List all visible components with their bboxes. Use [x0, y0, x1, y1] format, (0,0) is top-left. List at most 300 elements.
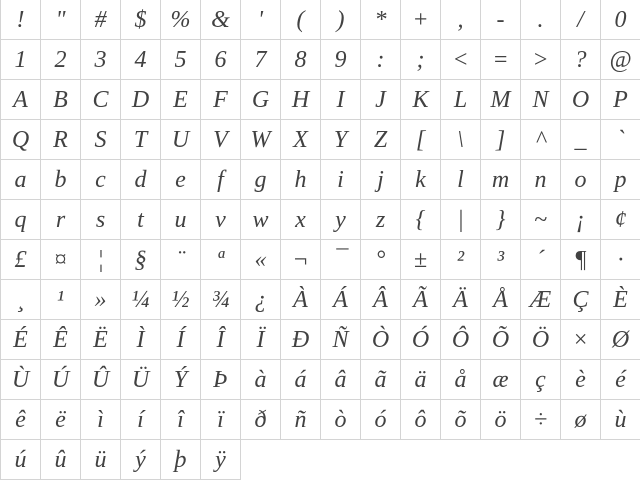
glyph: Þ	[213, 366, 228, 393]
glyph-cell[interactable]	[201, 120, 241, 160]
glyph-cell[interactable]	[81, 400, 121, 440]
glyph-cell[interactable]	[561, 240, 601, 280]
glyph-cell[interactable]	[601, 40, 640, 80]
glyph-cell[interactable]	[321, 200, 361, 240]
glyph-cell[interactable]	[601, 400, 640, 440]
glyph-cell[interactable]	[1, 40, 41, 80]
glyph-cell[interactable]	[561, 320, 601, 360]
glyph-cell[interactable]	[281, 40, 321, 80]
glyph-cell[interactable]	[361, 0, 401, 40]
glyph: r	[55, 206, 66, 233]
glyph: _	[574, 126, 587, 153]
glyph: Å	[493, 286, 508, 313]
glyph-cell[interactable]	[81, 240, 121, 280]
glyph: ù	[614, 406, 627, 433]
glyph: Ë	[93, 326, 108, 353]
glyph: K	[412, 86, 429, 113]
glyph: .	[537, 6, 544, 33]
glyph-cell[interactable]	[601, 200, 640, 240]
glyph-cell[interactable]	[321, 80, 361, 120]
glyph: 3	[94, 46, 107, 73]
glyph-cell[interactable]	[121, 440, 161, 480]
glyph-cell[interactable]	[121, 0, 161, 40]
glyph-cell[interactable]	[561, 400, 601, 440]
glyph-cell[interactable]	[241, 280, 281, 320]
glyph-cell[interactable]	[161, 440, 201, 480]
glyph-cell[interactable]	[241, 0, 281, 40]
glyph: ó	[374, 406, 387, 433]
glyph-cell[interactable]	[481, 0, 521, 40]
glyph-cell[interactable]	[321, 240, 361, 280]
glyph-cell[interactable]	[561, 120, 601, 160]
glyph-cell[interactable]	[41, 80, 81, 120]
glyph-cell[interactable]	[561, 40, 601, 80]
glyph-cell[interactable]	[281, 160, 321, 200]
glyph-cell[interactable]	[281, 240, 321, 280]
glyph-cell[interactable]	[41, 360, 81, 400]
glyph: Ê	[53, 326, 68, 353]
glyph-cell[interactable]	[521, 40, 561, 80]
glyph-cell[interactable]	[281, 120, 321, 160]
glyph-cell[interactable]	[601, 120, 640, 160]
glyph: È	[613, 286, 628, 313]
glyph: ?	[574, 46, 587, 73]
glyph: Ô	[451, 326, 470, 353]
glyph-cell[interactable]	[561, 80, 601, 120]
glyph-cell[interactable]	[441, 240, 481, 280]
glyph-cell[interactable]	[121, 160, 161, 200]
glyph: U	[171, 126, 190, 153]
glyph-cell[interactable]	[81, 80, 121, 120]
glyph: å	[454, 366, 467, 393]
glyph-cell[interactable]	[161, 120, 201, 160]
glyph: ò	[334, 406, 347, 433]
glyph-cell[interactable]	[281, 0, 321, 40]
glyph-cell[interactable]	[601, 360, 640, 400]
glyph: x	[295, 206, 306, 233]
glyph: M	[490, 86, 511, 113]
glyph: y	[335, 206, 346, 233]
glyph-cell[interactable]	[81, 440, 121, 480]
glyph-cell[interactable]	[441, 80, 481, 120]
glyph-cell[interactable]	[441, 320, 481, 360]
glyph: ^	[535, 126, 546, 153]
glyph-cell[interactable]	[241, 320, 281, 360]
glyph: &	[211, 6, 230, 33]
glyph: *	[374, 6, 387, 33]
glyph-cell[interactable]	[521, 400, 561, 440]
glyph-cell[interactable]	[81, 0, 121, 40]
glyph-cell[interactable]	[241, 40, 281, 80]
glyph: T	[133, 126, 148, 153]
glyph: 4	[134, 46, 147, 73]
glyph-cell[interactable]	[401, 400, 441, 440]
glyph: ÿ	[215, 446, 226, 473]
glyph-cell[interactable]	[401, 280, 441, 320]
glyph: w	[252, 206, 269, 233]
glyph-cell[interactable]	[521, 200, 561, 240]
glyph-cell[interactable]	[1, 160, 41, 200]
glyph-cell[interactable]	[1, 360, 41, 400]
glyph-cell[interactable]	[161, 200, 201, 240]
glyph: ª	[217, 246, 224, 273]
glyph-cell[interactable]	[361, 160, 401, 200]
glyph: £	[14, 246, 27, 273]
glyph-cell[interactable]	[121, 360, 161, 400]
glyph: A	[13, 86, 28, 113]
glyph-cell[interactable]	[321, 40, 361, 80]
glyph-cell[interactable]	[401, 160, 441, 200]
glyph-cell[interactable]	[401, 80, 441, 120]
glyph-cell[interactable]	[521, 120, 561, 160]
glyph-cell[interactable]	[41, 40, 81, 80]
glyph-cell[interactable]	[321, 0, 361, 40]
glyph-cell[interactable]	[1, 400, 41, 440]
glyph-cell[interactable]	[81, 160, 121, 200]
glyph-cell[interactable]	[481, 200, 521, 240]
glyph-cell[interactable]	[161, 0, 201, 40]
glyph-cell[interactable]	[161, 240, 201, 280]
glyph: ì	[97, 406, 104, 433]
glyph: k	[415, 166, 426, 193]
glyph-cell[interactable]	[401, 120, 441, 160]
glyph: »	[94, 286, 107, 313]
glyph-cell[interactable]	[561, 0, 601, 40]
glyph: ¸	[16, 286, 25, 313]
glyph-cell[interactable]	[161, 280, 201, 320]
glyph-cell[interactable]	[441, 280, 481, 320]
glyph-cell[interactable]	[241, 360, 281, 400]
glyph-cell[interactable]	[201, 440, 241, 480]
glyph-cell[interactable]	[241, 400, 281, 440]
glyph-cell[interactable]	[521, 160, 561, 200]
glyph-cell[interactable]	[281, 320, 321, 360]
glyph: ]	[495, 126, 506, 153]
glyph: #	[94, 6, 107, 33]
glyph-cell[interactable]	[401, 200, 441, 240]
glyph-cell[interactable]	[161, 360, 201, 400]
glyph-cell[interactable]	[161, 80, 201, 120]
glyph-cell[interactable]	[281, 200, 321, 240]
glyph: a	[14, 166, 27, 193]
glyph: z	[375, 206, 386, 233]
glyph: þ	[174, 446, 187, 473]
glyph: >	[532, 46, 549, 73]
glyph: ³	[496, 246, 505, 273]
glyph-cell[interactable]	[81, 120, 121, 160]
glyph: Ñ	[332, 326, 349, 353]
glyph: ±	[413, 246, 428, 273]
glyph: o	[574, 166, 587, 193]
glyph-cell[interactable]	[161, 160, 201, 200]
glyph-cell[interactable]	[201, 80, 241, 120]
glyph: Õ	[491, 326, 510, 353]
glyph-cell[interactable]	[441, 0, 481, 40]
glyph-cell[interactable]	[41, 440, 81, 480]
glyph: ê	[15, 406, 26, 433]
glyph-cell[interactable]	[241, 120, 281, 160]
glyph-cell[interactable]	[121, 320, 161, 360]
glyph: Á	[333, 286, 348, 313]
glyph-cell[interactable]	[81, 320, 121, 360]
glyph: V	[213, 126, 228, 153]
glyph-cell[interactable]	[41, 200, 81, 240]
glyph: u	[174, 206, 187, 233]
glyph-cell[interactable]	[41, 320, 81, 360]
glyph: R	[53, 126, 68, 153]
glyph-cell[interactable]	[1, 200, 41, 240]
glyph-cell[interactable]	[361, 400, 401, 440]
glyph-cell[interactable]	[481, 240, 521, 280]
glyph-cell[interactable]	[41, 120, 81, 160]
glyph: á	[294, 366, 307, 393]
glyph-cell[interactable]	[281, 360, 321, 400]
glyph: Ï	[256, 326, 265, 353]
glyph-cell[interactable]	[121, 40, 161, 80]
glyph: Y	[333, 126, 348, 153]
glyph-cell[interactable]	[441, 200, 481, 240]
glyph: 7	[254, 46, 267, 73]
glyph-cell[interactable]	[121, 240, 161, 280]
glyph-cell[interactable]	[561, 200, 601, 240]
glyph: Ç	[572, 286, 589, 313]
glyph-cell[interactable]	[41, 0, 81, 40]
glyph: ;	[416, 46, 425, 73]
glyph-cell[interactable]	[601, 0, 640, 40]
glyph-cell[interactable]	[41, 160, 81, 200]
glyph: õ	[454, 406, 467, 433]
glyph-cell[interactable]	[481, 360, 521, 400]
glyph: °	[375, 246, 386, 273]
glyph-cell[interactable]	[361, 280, 401, 320]
glyph: ç	[535, 366, 546, 393]
glyph-cell[interactable]	[201, 200, 241, 240]
glyph-cell[interactable]	[561, 360, 601, 400]
glyph-cell[interactable]	[161, 40, 201, 80]
glyph-cell[interactable]	[201, 400, 241, 440]
glyph-cell[interactable]	[601, 280, 640, 320]
glyph-cell[interactable]	[161, 320, 201, 360]
glyph-cell[interactable]	[121, 280, 161, 320]
glyph-cell[interactable]	[81, 40, 121, 80]
glyph: ÷	[533, 406, 548, 433]
glyph: $	[134, 6, 147, 33]
glyph-cell[interactable]	[521, 280, 561, 320]
glyph-cell[interactable]	[481, 120, 521, 160]
glyph: Î	[216, 326, 225, 353]
glyph-cell[interactable]	[441, 160, 481, 200]
glyph-cell[interactable]	[441, 40, 481, 80]
glyph: P	[613, 86, 628, 113]
glyph: ~	[534, 206, 547, 233]
glyph-cell[interactable]	[321, 160, 361, 200]
glyph: í	[137, 406, 144, 433]
glyph-cell[interactable]	[441, 360, 481, 400]
glyph: H	[291, 86, 310, 113]
glyph-cell[interactable]	[241, 200, 281, 240]
glyph: ·	[617, 246, 624, 273]
glyph-cell[interactable]	[441, 120, 481, 160]
glyph-cell[interactable]	[121, 120, 161, 160]
glyph-cell[interactable]	[481, 40, 521, 80]
glyph-cell[interactable]	[201, 240, 241, 280]
glyph-cell[interactable]	[81, 200, 121, 240]
glyph: ú	[14, 446, 27, 473]
glyph: Ü	[131, 366, 150, 393]
glyph-cell[interactable]	[521, 360, 561, 400]
glyph: <	[452, 46, 469, 73]
glyph-cell[interactable]	[1, 320, 41, 360]
glyph: (	[296, 6, 305, 33]
glyph-cell[interactable]	[41, 400, 81, 440]
glyph-cell[interactable]	[201, 40, 241, 80]
glyph-cell[interactable]	[361, 80, 401, 120]
glyph: Ò	[371, 326, 390, 353]
glyph: ð	[254, 406, 267, 433]
glyph-cell[interactable]	[121, 80, 161, 120]
glyph-cell[interactable]	[281, 80, 321, 120]
glyph-cell[interactable]	[321, 320, 361, 360]
glyph: '	[257, 6, 264, 33]
glyph: )	[336, 6, 345, 33]
glyph-cell[interactable]	[241, 160, 281, 200]
glyph: O	[571, 86, 590, 113]
glyph: b	[54, 166, 67, 193]
glyph-cell[interactable]	[601, 240, 640, 280]
glyph-cell[interactable]	[361, 40, 401, 80]
glyph-cell[interactable]	[1, 240, 41, 280]
glyph: ,	[457, 6, 464, 33]
glyph: g	[254, 166, 267, 193]
glyph-cell[interactable]	[481, 400, 521, 440]
glyph: Ø	[611, 326, 630, 353]
glyph-cell[interactable]	[81, 360, 121, 400]
glyph: S	[94, 126, 107, 153]
glyph: /	[577, 6, 584, 33]
glyph: 1	[14, 46, 27, 73]
glyph-cell[interactable]	[401, 0, 441, 40]
glyph-cell[interactable]	[201, 0, 241, 40]
glyph-cell[interactable]	[481, 320, 521, 360]
glyph-cell[interactable]	[321, 360, 361, 400]
glyph-cell[interactable]	[1, 0, 41, 40]
glyph-cell[interactable]	[481, 280, 521, 320]
glyph-cell[interactable]	[81, 280, 121, 320]
glyph: ¯	[334, 246, 347, 273]
glyph-cell[interactable]	[201, 360, 241, 400]
glyph-cell[interactable]	[361, 120, 401, 160]
glyph: W	[250, 126, 271, 153]
glyph: }	[495, 206, 506, 233]
glyph: Ð	[291, 326, 310, 353]
glyph-cell[interactable]	[201, 280, 241, 320]
glyph-cell[interactable]	[601, 160, 640, 200]
glyph: 8	[294, 46, 307, 73]
glyph: F	[213, 86, 228, 113]
glyph: ¼	[131, 286, 150, 313]
glyph-cell[interactable]	[241, 80, 281, 120]
glyph-cell[interactable]	[441, 400, 481, 440]
glyph-cell[interactable]	[401, 40, 441, 80]
glyph-cell[interactable]	[521, 240, 561, 280]
glyph: ý	[135, 446, 146, 473]
glyph-cell[interactable]	[481, 160, 521, 200]
glyph-cell[interactable]	[481, 80, 521, 120]
glyph: B	[53, 86, 68, 113]
glyph-cell[interactable]	[201, 160, 241, 200]
glyph: 5	[174, 46, 187, 73]
glyph-cell[interactable]	[401, 360, 441, 400]
glyph-cell[interactable]	[161, 400, 201, 440]
glyph: À	[293, 286, 308, 313]
glyph: v	[215, 206, 226, 233]
glyph-cell[interactable]	[361, 240, 401, 280]
glyph: I	[336, 86, 345, 113]
glyph: Ý	[173, 366, 188, 393]
glyph: æ	[492, 366, 509, 393]
glyph: N	[532, 86, 549, 113]
glyph-cell[interactable]	[41, 240, 81, 280]
glyph-cell[interactable]	[121, 400, 161, 440]
glyph-cell[interactable]	[601, 320, 640, 360]
glyph-cell[interactable]	[361, 360, 401, 400]
glyph-cell[interactable]	[561, 280, 601, 320]
glyph: Û	[91, 366, 110, 393]
glyph-cell[interactable]	[521, 320, 561, 360]
glyph: d	[134, 166, 147, 193]
glyph-cell[interactable]	[561, 160, 601, 200]
glyph: -	[496, 6, 505, 33]
glyph: ¤	[54, 246, 67, 273]
glyph-cell[interactable]	[41, 280, 81, 320]
glyph-cell[interactable]	[601, 80, 640, 120]
glyph-cell[interactable]	[1, 440, 41, 480]
glyph-cell[interactable]	[361, 320, 401, 360]
glyph: `	[616, 126, 625, 153]
glyph: ¢	[614, 206, 627, 233]
glyph-cell[interactable]	[281, 280, 321, 320]
glyph: D	[131, 86, 150, 113]
glyph-cell[interactable]	[281, 400, 321, 440]
glyph-cell[interactable]	[401, 320, 441, 360]
glyph-cell[interactable]	[241, 240, 281, 280]
glyph-cell[interactable]	[521, 0, 561, 40]
glyph: 2	[54, 46, 67, 73]
glyph-cell[interactable]	[121, 200, 161, 240]
glyph: =	[492, 46, 509, 73]
glyph-cell[interactable]	[321, 120, 361, 160]
glyph-cell[interactable]	[321, 280, 361, 320]
glyph-cell[interactable]	[1, 80, 41, 120]
glyph-cell[interactable]	[321, 400, 361, 440]
glyph: |	[457, 206, 464, 233]
glyph: +	[412, 6, 429, 33]
glyph-cell[interactable]	[1, 120, 41, 160]
glyph-cell[interactable]	[361, 200, 401, 240]
glyph: Ù	[11, 366, 30, 393]
glyph-cell[interactable]	[401, 240, 441, 280]
glyph: ü	[94, 446, 107, 473]
glyph-cell[interactable]	[1, 280, 41, 320]
glyph: Ö	[531, 326, 550, 353]
glyph-cell[interactable]	[521, 80, 561, 120]
glyph-cell[interactable]	[201, 320, 241, 360]
glyph: Ì	[136, 326, 145, 353]
glyph: é	[615, 366, 626, 393]
glyph: Í	[176, 326, 185, 353]
glyph: :	[376, 46, 385, 73]
glyph: G	[251, 86, 270, 113]
